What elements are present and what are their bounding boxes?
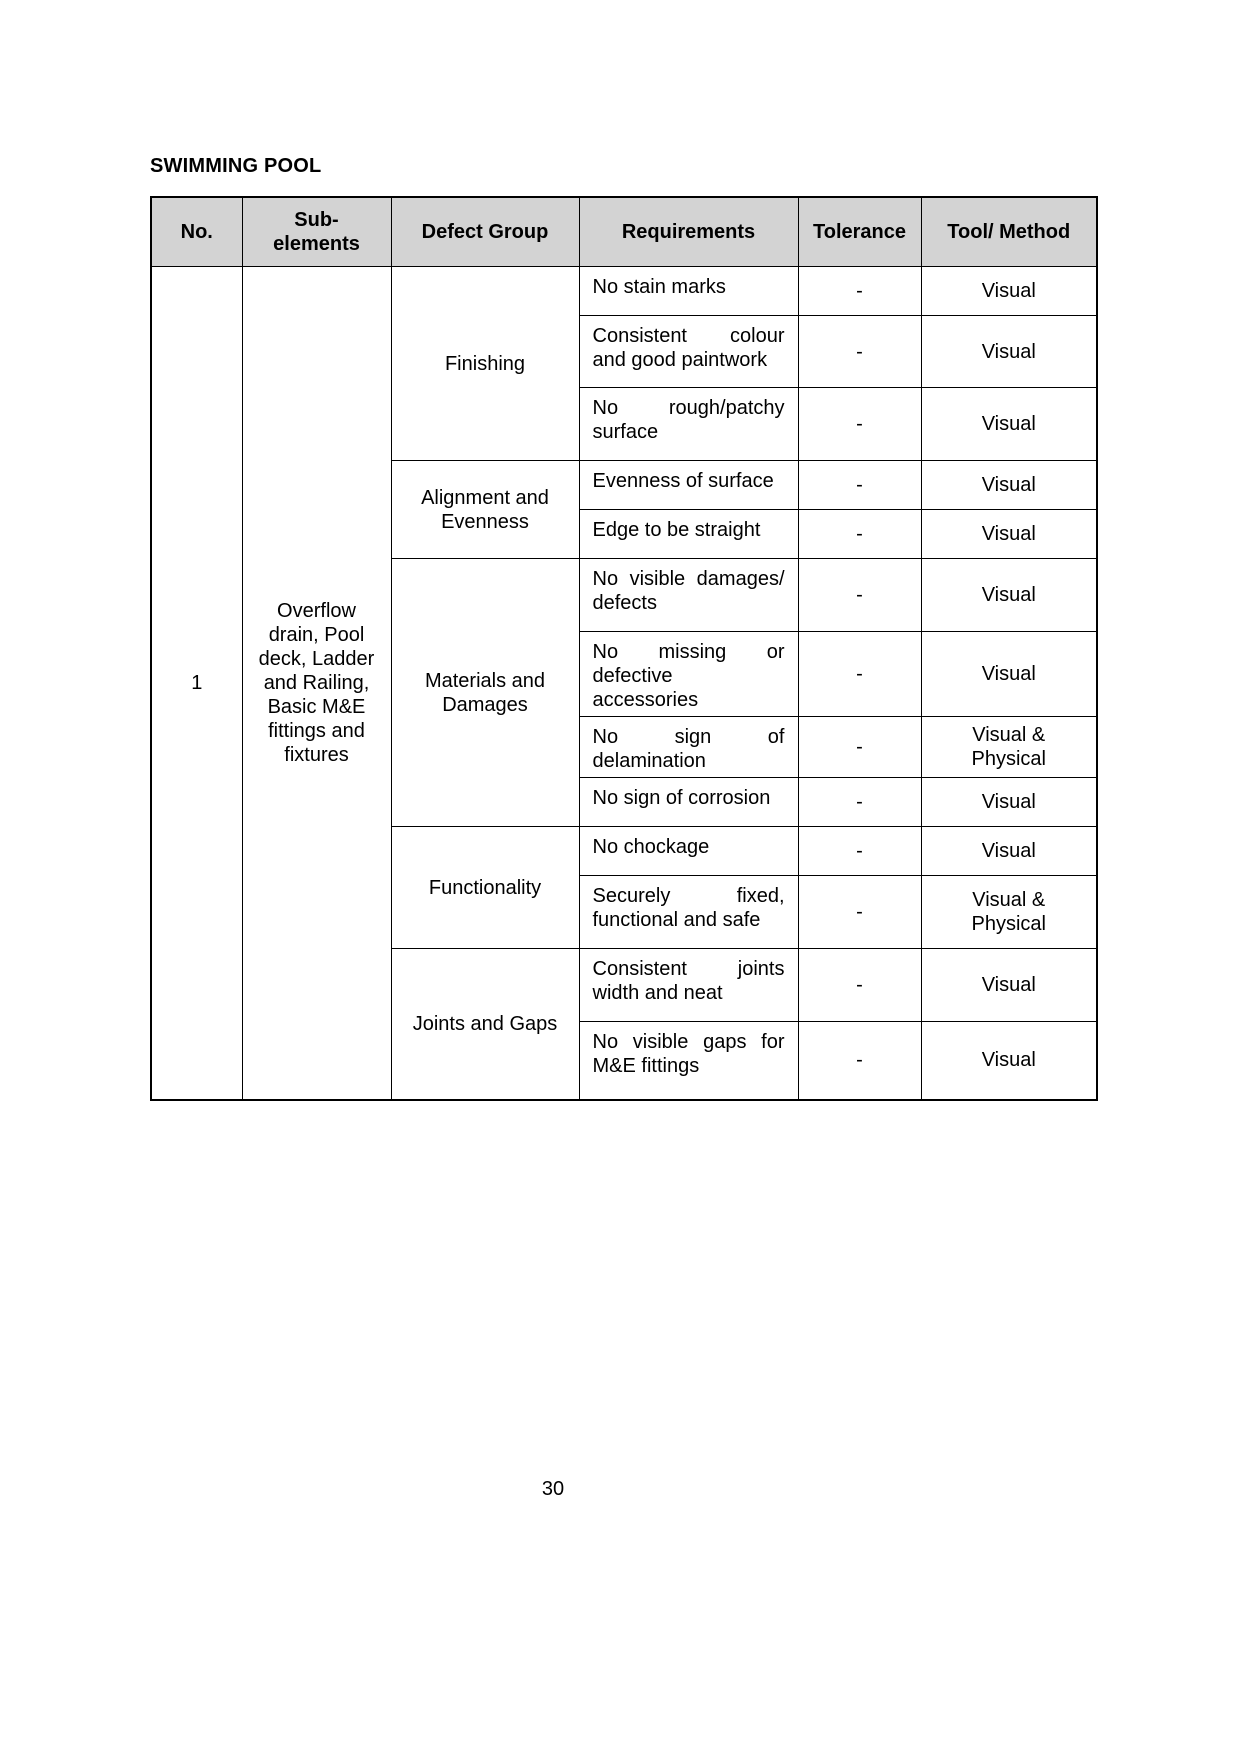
- requirement-cell: [579, 267, 798, 316]
- requirement-line: No sign of: [592, 726, 785, 748]
- tool-method-cell: Visual: [921, 510, 1097, 559]
- tolerance-cell: -: [798, 267, 921, 316]
- tool-method-cell: Visual: [921, 559, 1097, 632]
- requirement-line: delamination: [592, 750, 706, 772]
- requirement-line: functional and safe: [592, 909, 761, 931]
- requirement-cell: [579, 827, 798, 876]
- header-cell-requirements: Requirements: [579, 197, 798, 267]
- header-cell-defect-group: Defect Group: [391, 197, 579, 267]
- tool-method-cell: Visual: [921, 267, 1097, 316]
- tool-method-cell: Visual & Physical: [921, 717, 1097, 778]
- requirement-line: No rough/patchy: [592, 397, 785, 419]
- requirement-line: Edge to be straight: [592, 519, 761, 541]
- sub-element-cell: Overflow drain, Pool deck, Ladder and Railing, Basic M&E fittings and fixtures: [242, 267, 391, 1100]
- tool-method-cell: Visual & Physical: [921, 876, 1097, 949]
- tolerance-cell: -: [798, 461, 921, 510]
- page-title: SWIMMING POOL: [150, 155, 322, 177]
- table-body: [151, 267, 1097, 1100]
- defects-table: [150, 196, 1098, 1101]
- page-number: 30: [541, 1478, 565, 1500]
- header-cell-tolerance: Tolerance: [798, 197, 921, 267]
- requirement-line: No sign of corrosion: [592, 787, 771, 809]
- requirement-cell: [579, 461, 798, 510]
- requirement-line: M&E fittings: [592, 1055, 700, 1077]
- tool-method-cell: Visual: [921, 316, 1097, 388]
- requirement-cell: [579, 316, 798, 388]
- tool-method-cell: Visual: [921, 1022, 1097, 1100]
- requirement-line: No visible damages/: [592, 568, 785, 590]
- requirement-cell: [579, 1022, 798, 1100]
- tolerance-cell: -: [798, 827, 921, 876]
- defect-group-cell: Materials and Damages: [391, 559, 579, 827]
- tool-method-cell: Visual: [921, 778, 1097, 827]
- defect-group-cell: Functionality: [391, 827, 579, 949]
- requirement-cell: [579, 876, 798, 949]
- requirement-line: Consistent joints: [592, 958, 785, 980]
- defect-group-cell: Joints and Gaps: [391, 949, 579, 1100]
- requirement-cell: [579, 559, 798, 632]
- tool-method-cell: Visual: [921, 949, 1097, 1022]
- tolerance-cell: -: [798, 949, 921, 1022]
- tool-method-cell: Visual: [921, 632, 1097, 717]
- tolerance-cell: -: [798, 559, 921, 632]
- tool-method-cell: Visual: [921, 827, 1097, 876]
- tolerance-cell: -: [798, 717, 921, 778]
- requirement-line: and good paintwork: [592, 349, 768, 371]
- requirement-line: Securely fixed,: [592, 885, 785, 907]
- tolerance-cell: -: [798, 778, 921, 827]
- requirement-line: defective: [592, 665, 673, 687]
- requirement-cell: [579, 717, 798, 778]
- requirement-cell: [579, 949, 798, 1022]
- header-row: [151, 197, 1097, 267]
- tolerance-cell: -: [798, 876, 921, 949]
- tolerance-cell: -: [798, 1022, 921, 1100]
- requirement-line: accessories: [592, 689, 699, 711]
- requirement-line: Consistent colour: [592, 325, 785, 347]
- requirement-line: No visible gaps for: [592, 1031, 785, 1053]
- requirement-line: width and neat: [592, 982, 723, 1004]
- defect-group-cell: Alignment and Evenness: [391, 461, 579, 559]
- tolerance-cell: -: [798, 388, 921, 461]
- requirement-cell: [579, 632, 798, 717]
- requirement-line: No chockage: [592, 836, 710, 858]
- requirement-line: No stain marks: [592, 276, 726, 298]
- table-header: [151, 197, 1097, 267]
- tolerance-cell: -: [798, 510, 921, 559]
- tolerance-cell: -: [798, 632, 921, 717]
- header-cell-tool-method: Tool/ Method: [921, 197, 1097, 267]
- header-cell-no: No.: [151, 197, 242, 267]
- tool-method-cell: Visual: [921, 461, 1097, 510]
- requirement-cell: [579, 510, 798, 559]
- tool-method-cell: Visual: [921, 388, 1097, 461]
- requirement-cell: [579, 388, 798, 461]
- requirement-line: defects: [592, 592, 657, 614]
- defect-group-cell: Finishing: [391, 267, 579, 461]
- table-row: [151, 267, 1097, 316]
- tolerance-cell: -: [798, 316, 921, 388]
- row-number-cell: 1: [151, 267, 242, 1100]
- header-cell-sub-elements: Sub- elements: [242, 197, 391, 267]
- requirement-line: No missing or: [592, 641, 785, 663]
- requirement-cell: [579, 778, 798, 827]
- requirement-line: Evenness of surface: [592, 470, 774, 492]
- requirement-line: surface: [592, 421, 659, 443]
